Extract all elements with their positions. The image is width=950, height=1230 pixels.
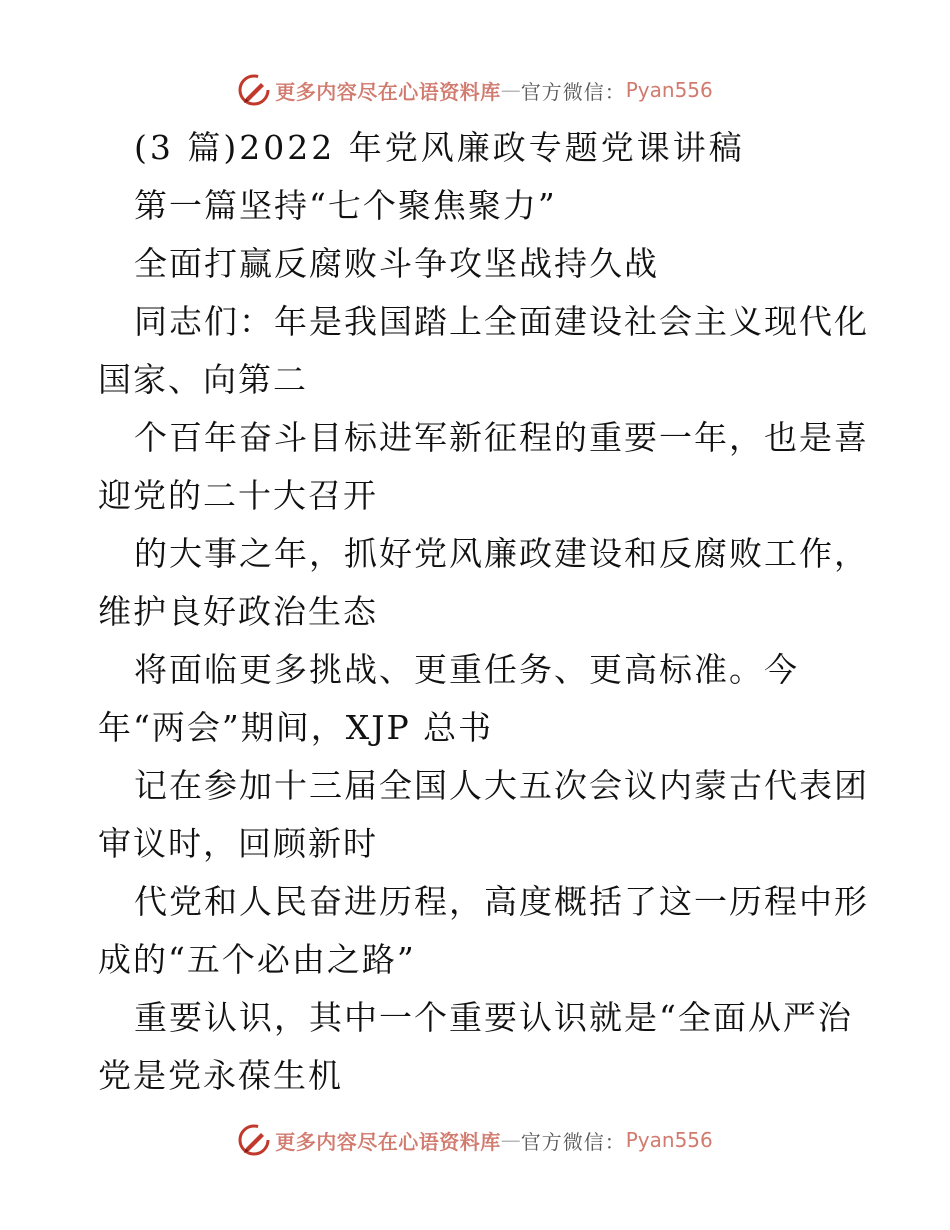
text-line: 的大事之年，抓好党风廉政建设和反腐败工作， (134, 534, 869, 573)
watermark-wechat-id: Pyan556 (625, 1128, 713, 1152)
text-line: 迎党的二十大召开 (98, 476, 378, 515)
text-line: 审议时，回顾新时 (98, 824, 378, 863)
watermark-main-text: 更多内容尽在心语资料库 (275, 1129, 501, 1154)
watermark-dash: — (500, 78, 521, 102)
watermark-main-text: 更多内容尽在心语资料库 (275, 79, 501, 104)
watermark-dash: — (500, 1128, 521, 1152)
footer-watermark (0, 1120, 950, 1160)
section-subheading: 全面打赢反腐败斗争攻坚战持久战 (134, 244, 659, 283)
text-line: 国家、向第二 (98, 360, 308, 399)
document-title: (3 篇)2022 年党风廉政专题党课讲稿 (134, 128, 745, 167)
text-line: 年“两会”期间，XJP 总书 (98, 708, 494, 747)
text-line: 将面临更多挑战、更重任务、更高标准。今 (134, 650, 799, 689)
pen-logo-icon (237, 1123, 271, 1157)
text-line: 维护良好政治生态 (98, 592, 378, 631)
watermark-sub-text: 官方微信： (520, 79, 626, 104)
text-line: 记在参加十三届全国人大五次会议内蒙古代表团 (134, 766, 869, 805)
section-heading: 第一篇坚持“七个聚焦聚力” (134, 186, 557, 225)
text-line: 个百年奋斗目标进军新征程的重要一年，也是喜 (134, 418, 869, 457)
text-line: 同志们：年是我国踏上全面建设社会主义现代化 (134, 302, 869, 341)
text-line: 党是党永葆生机 (98, 1056, 343, 1095)
watermark-sub-text: 官方微信： (520, 1129, 626, 1154)
text-line: 代党和人民奋进历程，高度概括了这一历程中形 (134, 882, 869, 921)
text-line: 重要认识，其中一个重要认识就是“全面从严治 (134, 998, 853, 1037)
watermark-wechat-id: Pyan556 (625, 78, 713, 102)
text-line: 成的“五个必由之路” (98, 940, 416, 979)
